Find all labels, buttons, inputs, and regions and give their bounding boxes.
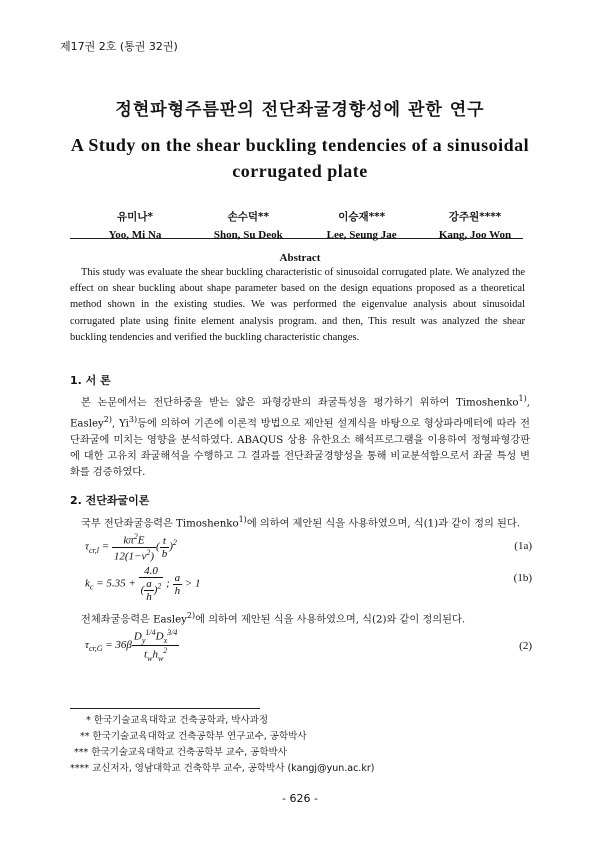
- author-name-en: Lee, Seung Jae: [326, 229, 397, 241]
- equation-2: $\tau_{cr,G} = 36\beta$ $\frac{D_y^{1/4}D_x^{3/4}}{t_wh_w^2}$: [85, 628, 178, 663]
- section-1-text-a: 본 논문에서는 전단하중을 받는 얇은 파형강판의 좌굴특성을 평가하기 위하여 Timoshenko: [81, 397, 519, 409]
- reference-marker: 2): [186, 611, 196, 620]
- section-1-text-b: , Easley: [70, 397, 530, 430]
- author-name-en: Yoo, Mi Na: [108, 229, 162, 241]
- section-1-heading: 1. 서 론: [70, 374, 111, 387]
- section-2-p2-text-a: 전체좌굴응력은 Easley: [81, 614, 187, 626]
- section-1-text-d: 등에 의하여 기존에 이론적 방법으로 제안된 설계식을 바탕으로 형상파라메터에 따라 전단좌굴에 미치는 영향을 분석하였다. ABAQUS 상용 유한요소 해석프로그램을 이용하여 정형파형강판에 대한 고유치 좌굴해석을 수행하고 그 결과를 전단좌굴경향성을 통해 비교분석함으로서 좌굴 특성 변화를 검증하였다.: [70, 418, 530, 479]
- section-2-p1-text-b: 에 의하여 제안된 식을 사용하였으며, 식(1)과 같이 정의 된다.: [246, 518, 520, 530]
- equation-1b-number: (1b): [513, 572, 532, 584]
- section-2-p1-text-a: 국부 전단좌굴응력은 Timoshenko: [81, 518, 239, 530]
- reference-marker: 2): [103, 414, 112, 424]
- equation-1a: $\tau_{cr,l}$ = $\frac{k\pi^2E}{12(1-\nu^2)}$ ( $\frac{t}{b}$ )$^2$: [85, 532, 177, 563]
- section-1-text-c: , Yi: [112, 418, 129, 430]
- header-divider: [70, 238, 523, 239]
- author-name-en: Kang, Joo Won: [438, 229, 512, 241]
- equation-1a-number: (1a): [514, 540, 532, 552]
- author-name-ko: 강주원****: [448, 211, 502, 223]
- section-2-paragraph-1: [70, 512, 530, 533]
- abstract-heading: Abstract: [279, 252, 321, 264]
- footnote-3: *** 한국기술교육대학교 건축공학부 교수, 공학박사: [74, 747, 287, 758]
- section-2-paragraph-2: [70, 608, 530, 629]
- equation-2-number: (2): [519, 640, 532, 652]
- equation-1b: $k_c = 5.35$ + 4.0 ( $\frac{a}{h}$ )$^2$ ; $\frac{a}{h}$ > 1: [85, 565, 201, 603]
- reference-marker: 3): [128, 414, 138, 424]
- footnotes: [70, 713, 374, 777]
- reference-marker: 1): [238, 515, 247, 524]
- footnote-2: ** 한국기술교육대학교 건축공학부 연구교수, 공학박사: [80, 731, 307, 742]
- footnote-1: * 한국기술교육대학교 건축공학과, 박사과정: [86, 715, 269, 726]
- issue-header: 제17권 2호 (통권 32권): [60, 40, 178, 53]
- reference-marker: 1): [518, 394, 527, 403]
- title-english: A Study on the shear buckling tendencies of a sinusoidal corrugated plate: [70, 135, 530, 181]
- author-name-ko: 이승재***: [338, 211, 386, 223]
- section-2-p2-text-b: 에 의하여 제안된 식을 사용하였으며, 식(2)와 같이 정의된다.: [195, 614, 466, 626]
- section-2-heading: 2. 전단좌굴이론: [70, 494, 150, 507]
- author-name-ko: 유미나*: [117, 211, 153, 223]
- title-korean: 정현파형주름판의 전단좌굴경향성에 관한 연구: [115, 100, 485, 120]
- footnote-divider: [70, 708, 260, 709]
- page-number: - 626 -: [282, 792, 318, 805]
- author-name-en: Shon, Su Deok: [213, 229, 283, 241]
- author-name-ko: 손수덕**: [227, 211, 270, 223]
- abstract-text: This study was evaluate the shear buckling characteristic of sinusoidal corrugated plate. We analyzed the effect on shear buckling about shape parameter based on the design equations proposed as a theoretical method shown in the existing studies. We was performed the eigenvalue analysis about sinusoidal corrugated plate using finite element analysis program. and then, This result was analyzed the shear buckling tendencies and verified the buckling characteristic changes.: [70, 267, 525, 343]
- footnote-4: **** 교신저자, 영남대학교 건축학부 교수, 공학박사 (kangj@yun.ac.kr): [70, 763, 375, 774]
- section-1-paragraph: [70, 391, 530, 482]
